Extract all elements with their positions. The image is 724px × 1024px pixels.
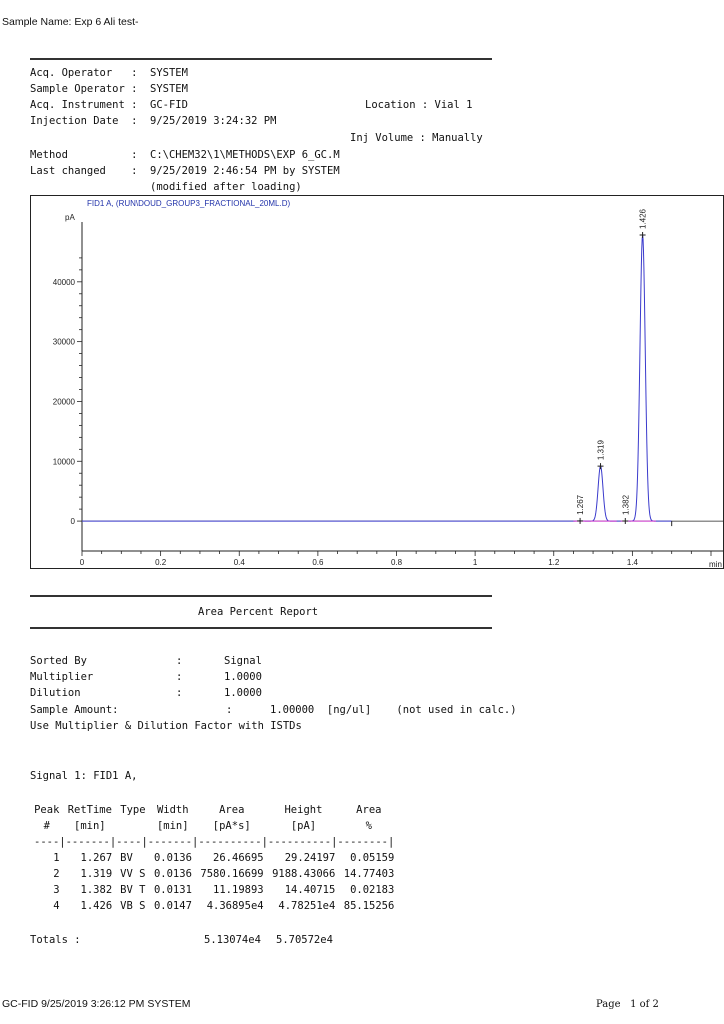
cell-peak: 1 [53, 852, 60, 864]
unit-area-percent: % [365, 820, 372, 832]
report-title: Area Percent Report [198, 606, 319, 618]
cell-area-percent: 85.15256 [343, 900, 395, 912]
signal-heading: Signal 1: FID1 A, [30, 770, 138, 782]
peak-label: 1.382 [621, 494, 631, 516]
divider-report-top [30, 595, 492, 597]
col-peak: Peak [34, 804, 60, 816]
col-area: Area [219, 804, 245, 816]
cell-rettime: 1.319 [80, 868, 113, 880]
y-axis-unit: pA [65, 213, 75, 222]
chart-peak-labels [576, 208, 648, 524]
x-tick-label: 0.6 [312, 558, 324, 567]
istd-note: Use Multiplier & Dilution Factor with ISTDs [30, 720, 302, 732]
x-axis-unit: min [709, 560, 722, 569]
sample-operator-label: Sample Operator : [30, 83, 138, 95]
multiplier-label: Multiplier [30, 671, 94, 683]
x-tick-label: 0 [79, 558, 85, 567]
x-tick-label: 0.4 [233, 558, 245, 567]
cell-height: 4.78251e4 [278, 900, 336, 912]
table-row [30, 866, 398, 882]
x-tick-label: 1.2 [548, 558, 560, 567]
peak-table [30, 802, 398, 914]
chromatogram-frame [30, 195, 724, 569]
footer-left: GC-FID 9/25/2019 3:26:12 PM SYSTEM [2, 998, 191, 1010]
chart-title: FID1 A, (RUN\DOUD_GROUP3_FRACTIONAL_20ML.D) [87, 199, 291, 208]
cell-peak: 2 [53, 868, 60, 880]
cell-rettime: 1.426 [80, 900, 113, 912]
cell-peak: 3 [53, 884, 60, 896]
cell-width: 0.0136 [153, 868, 192, 880]
unit-height: [pA] [290, 820, 317, 832]
unit-peak: # [43, 820, 50, 832]
cell-type: VV S [120, 868, 146, 880]
location-value: Location : Vial 1 [365, 99, 473, 111]
sample-operator-value: SYSTEM [150, 83, 188, 95]
unit-rettime: [min] [74, 820, 106, 832]
cell-height: 29.24197 [284, 852, 336, 864]
col-rettime: RetTime [67, 804, 112, 816]
cell-width: 0.0136 [153, 852, 192, 864]
unit-area: [pA*s] [212, 820, 251, 832]
x-tick-label: 1 [472, 558, 478, 567]
y-tick-label: 30000 [52, 337, 75, 347]
cell-width: 0.0131 [153, 884, 192, 896]
table-separator-row [30, 834, 398, 850]
cell-area: 11.19893 [213, 884, 264, 896]
cell-width: 0.0147 [153, 900, 192, 912]
divider-report-bottom [30, 627, 492, 629]
last-changed-label: Last changed : [30, 165, 138, 177]
divider-top [30, 58, 492, 60]
sample-amount-value: 1.00000 [ng/ul] (not used in calc.) [270, 704, 517, 716]
table-separator: ----|-------|----|-------|----------|----------|--------| [34, 836, 395, 848]
cell-type: BV T [120, 884, 146, 896]
method-label: Method : [30, 149, 138, 161]
total-area: 5.13074e4 [204, 934, 261, 946]
col-height: Height [284, 804, 323, 816]
unit-type [116, 818, 150, 834]
acq-instrument-value: GC-FID [150, 99, 188, 111]
cell-area: 26.46695 [213, 852, 264, 864]
cell-type: VB S [120, 900, 146, 912]
injection-date-label: Injection Date : [30, 115, 138, 127]
acq-instrument-label: Acq. Instrument : [30, 99, 138, 111]
dilution-value: 1.0000 [224, 687, 262, 699]
page-number: Page 1 of 2 [596, 999, 659, 1010]
y-tick-label: 10000 [52, 457, 75, 467]
x-tick-label: 0.8 [390, 558, 403, 567]
sorted-by-value: Signal [224, 655, 262, 667]
sample-name-line: Sample Name: Exp 6 Ali test- [2, 16, 139, 28]
sorted-by-colon: : [176, 655, 183, 667]
table-row [30, 850, 398, 866]
cell-area: 7580.16699 [200, 868, 264, 880]
multiplier-value: 1.0000 [224, 671, 262, 683]
y-tick-label: 20000 [52, 397, 75, 407]
col-type: Type [120, 804, 146, 816]
sample-amount-colon: : [226, 704, 233, 716]
injection-date-value: 9/25/2019 3:24:32 PM [150, 115, 277, 127]
method-value: C:\CHEM32\1\METHODS\EXP 6_GC.M [150, 149, 340, 161]
totals-label: Totals : [30, 934, 81, 946]
peak-label: 1.267 [576, 494, 586, 515]
last-changed-value: 9/25/2019 2:46:54 PM by SYSTEM [150, 165, 340, 177]
cell-rettime: 1.382 [80, 884, 113, 896]
cell-height: 9188.43066 [272, 868, 336, 880]
table-row [30, 882, 398, 898]
unit-width: [min] [156, 820, 189, 832]
cell-area-percent: 0.02183 [350, 884, 395, 896]
inj-volume-value: Inj Volume : Manually [350, 132, 483, 144]
x-tick-label: 1.4 [626, 558, 638, 567]
y-tick-label: 40000 [52, 277, 75, 287]
x-tick-label: 0.2 [155, 558, 167, 567]
cell-peak: 4 [53, 900, 60, 912]
cell-type: BV [120, 852, 133, 864]
dilution-colon: : [176, 687, 183, 699]
dilution-label: Dilution [30, 687, 81, 699]
cell-area: 4.36895e4 [206, 900, 264, 912]
sorted-by-label: Sorted By [30, 655, 87, 667]
cell-area-percent: 0.05159 [350, 852, 395, 864]
modified-note: (modified after loading) [150, 181, 302, 193]
cell-area-percent: 14.77403 [343, 868, 395, 880]
peak-label: 1.426 [638, 208, 648, 230]
table-header-row [30, 802, 398, 818]
cell-height: 14.40715 [284, 884, 336, 896]
chromatogram-chart [31, 196, 724, 570]
chart-traces [82, 235, 672, 526]
multiplier-colon: : [176, 671, 183, 683]
peak-label: 1.319 [596, 440, 606, 461]
y-tick-label: 0 [70, 517, 75, 527]
table-unit-row [30, 818, 398, 834]
col-width: Width [156, 804, 189, 816]
col-area-percent: Area [356, 804, 382, 816]
cell-rettime: 1.267 [80, 852, 113, 864]
sample-amount-label: Sample Amount: [30, 704, 119, 716]
acq-operator-label: Acq. Operator : [30, 67, 138, 79]
signal-trace [82, 235, 672, 521]
total-height: 5.70572e4 [276, 934, 333, 946]
acq-operator-value: SYSTEM [150, 67, 188, 79]
table-row [30, 898, 398, 914]
